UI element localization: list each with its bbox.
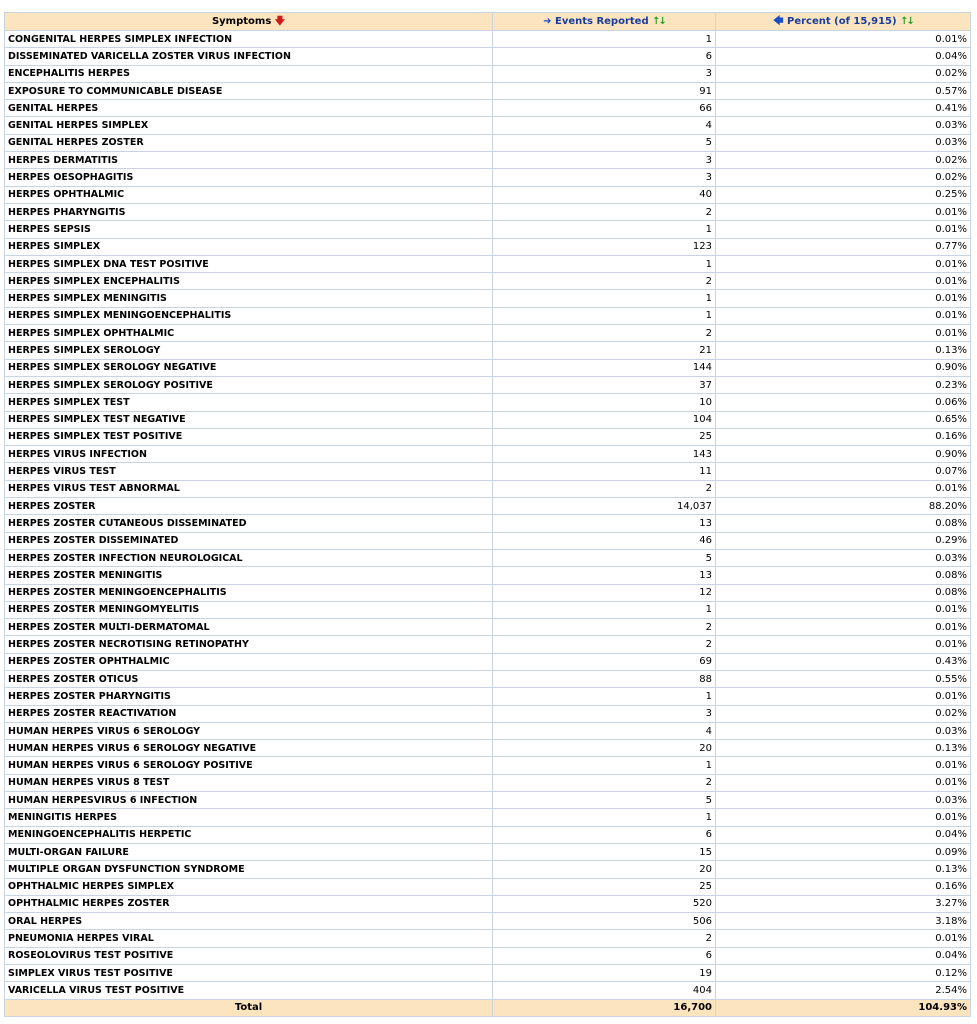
events-reported-value: 506	[493, 913, 716, 930]
events-reported-value: 20	[493, 740, 716, 757]
percent-value: 0.02%	[716, 169, 971, 186]
table-row	[5, 152, 971, 169]
symptom-name: HERPES ZOSTER INFECTION NEUROLOGICAL	[5, 549, 493, 566]
table-row	[5, 48, 971, 65]
symptom-name: HERPES SIMPLEX SEROLOGY NEGATIVE	[5, 359, 493, 376]
table-row	[5, 82, 971, 99]
percent-value: 0.01%	[716, 255, 971, 272]
symptom-name: HERPES OESOPHAGITIS	[5, 169, 493, 186]
events-reported-value: 40	[493, 186, 716, 203]
table-row	[5, 982, 971, 999]
events-reported-value: 1	[493, 307, 716, 324]
symptom-name: HERPES SEPSIS	[5, 221, 493, 238]
total-events: 16,700	[493, 999, 716, 1016]
symptoms-table-container	[4, 12, 970, 1017]
symptom-name: HERPES SIMPLEX SEROLOGY	[5, 342, 493, 359]
events-reported-value: 104	[493, 411, 716, 428]
symptom-name: MENINGITIS HERPES	[5, 809, 493, 826]
events-reported-value: 25	[493, 878, 716, 895]
table-row	[5, 342, 971, 359]
percent-value: 0.04%	[716, 48, 971, 65]
table-row	[5, 134, 971, 151]
percent-value: 0.77%	[716, 238, 971, 255]
table-row	[5, 653, 971, 670]
symptom-name: PNEUMONIA HERPES VIRAL	[5, 930, 493, 947]
percent-value: 0.16%	[716, 428, 971, 445]
table-row	[5, 809, 971, 826]
symptom-name: HERPES SIMPLEX OPHTHALMIC	[5, 325, 493, 342]
table-row	[5, 411, 971, 428]
percent-value: 0.03%	[716, 134, 971, 151]
percent-value: 0.13%	[716, 740, 971, 757]
events-reported-value: 404	[493, 982, 716, 999]
table-row	[5, 221, 971, 238]
table-row	[5, 515, 971, 532]
events-reported-value: 91	[493, 82, 716, 99]
symptom-name: HUMAN HERPES VIRUS 8 TEST	[5, 774, 493, 791]
table-row	[5, 722, 971, 739]
symptom-name: SIMPLEX VIRUS TEST POSITIVE	[5, 965, 493, 982]
events-reported-value: 5	[493, 134, 716, 151]
table-row	[5, 567, 971, 584]
events-reported-value: 37	[493, 376, 716, 393]
table-row	[5, 480, 971, 497]
table-row	[5, 636, 971, 653]
symptom-name: HERPES SIMPLEX MENINGOENCEPHALITIS	[5, 307, 493, 324]
table-row	[5, 359, 971, 376]
arrow-right-blue-icon[interactable]: ➜	[543, 16, 552, 27]
arrow-left-blue-icon[interactable]: 🡄	[773, 16, 784, 27]
events-reported-value: 11	[493, 463, 716, 480]
percent-value: 0.08%	[716, 584, 971, 601]
symptom-name: MULTI-ORGAN FAILURE	[5, 843, 493, 860]
table-row	[5, 584, 971, 601]
symptom-name: HERPES ZOSTER MENINGOMYELITIS	[5, 601, 493, 618]
table-row	[5, 913, 971, 930]
events-reported-value: 143	[493, 446, 716, 463]
symptom-name: HERPES SIMPLEX MENINGITIS	[5, 290, 493, 307]
events-reported-value: 13	[493, 567, 716, 584]
percent-value: 0.16%	[716, 878, 971, 895]
percent-value: 0.01%	[716, 307, 971, 324]
events-reported-value: 21	[493, 342, 716, 359]
table-row	[5, 498, 971, 515]
events-reported-value: 10	[493, 394, 716, 411]
symptom-name: HERPES ZOSTER MULTI-DERMATOMAL	[5, 619, 493, 636]
percent-value: 0.09%	[716, 843, 971, 860]
table-total-row	[5, 999, 971, 1016]
events-column-header[interactable]	[493, 13, 716, 31]
table-row	[5, 774, 971, 791]
events-header-label[interactable]: Events Reported	[554, 16, 649, 27]
events-reported-value: 5	[493, 549, 716, 566]
percent-value: 0.90%	[716, 446, 971, 463]
percent-value: 0.08%	[716, 567, 971, 584]
symptom-name: HERPES DERMATITIS	[5, 152, 493, 169]
symptoms-header-label[interactable]: Symptoms	[211, 16, 272, 27]
symptom-name: OPHTHALMIC HERPES SIMPLEX	[5, 878, 493, 895]
events-reported-value: 3	[493, 65, 716, 82]
table-row	[5, 325, 971, 342]
table-row	[5, 705, 971, 722]
events-reported-value: 1	[493, 31, 716, 48]
percent-value: 0.01%	[716, 203, 971, 220]
events-reported-value: 144	[493, 359, 716, 376]
symptom-name: HERPES ZOSTER OPHTHALMIC	[5, 653, 493, 670]
percent-value: 0.03%	[716, 549, 971, 566]
events-reported-value: 66	[493, 100, 716, 117]
symptom-name: HERPES ZOSTER MENINGOENCEPHALITIS	[5, 584, 493, 601]
table-row	[5, 31, 971, 48]
symptom-name: GENITAL HERPES SIMPLEX	[5, 117, 493, 134]
events-reported-value: 2	[493, 273, 716, 290]
symptom-name: HERPES VIRUS INFECTION	[5, 446, 493, 463]
table-row	[5, 549, 971, 566]
symptom-name: VARICELLA VIRUS TEST POSITIVE	[5, 982, 493, 999]
events-reported-value: 2	[493, 636, 716, 653]
percent-value: 0.03%	[716, 117, 971, 134]
percent-value: 0.01%	[716, 31, 971, 48]
percent-value: 0.90%	[716, 359, 971, 376]
symptom-name: ENCEPHALITIS HERPES	[5, 65, 493, 82]
events-reported-value: 1	[493, 221, 716, 238]
events-reported-value: 4	[493, 117, 716, 134]
symptom-name: HERPES SIMPLEX DNA TEST POSITIVE	[5, 255, 493, 272]
percent-value: 0.41%	[716, 100, 971, 117]
table-row	[5, 446, 971, 463]
symptom-name: DISSEMINATED VARICELLA ZOSTER VIRUS INFECTION	[5, 48, 493, 65]
percent-value: 0.13%	[716, 342, 971, 359]
symptom-name: EXPOSURE TO COMMUNICABLE DISEASE	[5, 82, 493, 99]
percent-value: 3.18%	[716, 913, 971, 930]
events-reported-value: 20	[493, 861, 716, 878]
table-row	[5, 843, 971, 860]
percent-value: 0.08%	[716, 515, 971, 532]
symptom-name: HUMAN HERPES VIRUS 6 SEROLOGY	[5, 722, 493, 739]
percent-value: 0.01%	[716, 619, 971, 636]
percent-value: 0.01%	[716, 273, 971, 290]
symptoms-table	[4, 12, 971, 1017]
percent-value: 0.65%	[716, 411, 971, 428]
sort-up-down-green-icon[interactable]: ↑↓	[652, 16, 665, 27]
symptom-name: HERPES SIMPLEX TEST	[5, 394, 493, 411]
symptom-name: GENITAL HERPES	[5, 100, 493, 117]
table-row	[5, 619, 971, 636]
events-reported-value: 15	[493, 843, 716, 860]
table-row	[5, 186, 971, 203]
events-reported-value: 1	[493, 601, 716, 618]
symptom-name: MULTIPLE ORGAN DYSFUNCTION SYNDROME	[5, 861, 493, 878]
percent-value: 0.13%	[716, 861, 971, 878]
percent-value: 0.04%	[716, 826, 971, 843]
events-reported-value: 1	[493, 255, 716, 272]
percent-column-header[interactable]	[716, 13, 971, 31]
table-body	[5, 31, 971, 1000]
table-row	[5, 740, 971, 757]
events-reported-value: 1	[493, 688, 716, 705]
percent-value: 0.43%	[716, 653, 971, 670]
symptom-name: GENITAL HERPES ZOSTER	[5, 134, 493, 151]
events-reported-value: 2	[493, 619, 716, 636]
events-reported-value: 520	[493, 895, 716, 912]
events-reported-value: 69	[493, 653, 716, 670]
events-reported-value: 1	[493, 757, 716, 774]
table-row	[5, 688, 971, 705]
table-row	[5, 930, 971, 947]
table-row	[5, 117, 971, 134]
percent-value: 0.01%	[716, 636, 971, 653]
table-row	[5, 394, 971, 411]
percent-value: 88.20%	[716, 498, 971, 515]
symptom-name: HERPES ZOSTER	[5, 498, 493, 515]
percent-value: 0.01%	[716, 688, 971, 705]
events-reported-value: 1	[493, 290, 716, 307]
percent-header-label[interactable]: Percent (of 15,915)	[787, 16, 897, 27]
table-row	[5, 238, 971, 255]
percent-value: 0.07%	[716, 463, 971, 480]
percent-value: 0.01%	[716, 757, 971, 774]
percent-value: 0.01%	[716, 809, 971, 826]
events-reported-value: 5	[493, 792, 716, 809]
symptom-name: CONGENITAL HERPES SIMPLEX INFECTION	[5, 31, 493, 48]
events-reported-value: 2	[493, 480, 716, 497]
percent-value: 0.03%	[716, 722, 971, 739]
symptom-name: HUMAN HERPESVIRUS 6 INFECTION	[5, 792, 493, 809]
table-row	[5, 895, 971, 912]
table-row	[5, 792, 971, 809]
symptom-name: HUMAN HERPES VIRUS 6 SEROLOGY NEGATIVE	[5, 740, 493, 757]
percent-value: 0.29%	[716, 532, 971, 549]
symptom-name: HERPES ZOSTER REACTIVATION	[5, 705, 493, 722]
percent-value: 0.02%	[716, 65, 971, 82]
percent-value: 3.27%	[716, 895, 971, 912]
symptom-name: HERPES ZOSTER PHARYNGITIS	[5, 688, 493, 705]
events-reported-value: 19	[493, 965, 716, 982]
percent-value: 0.01%	[716, 480, 971, 497]
percent-value: 0.25%	[716, 186, 971, 203]
table-row	[5, 255, 971, 272]
symptom-name: ORAL HERPES	[5, 913, 493, 930]
symptom-name: HERPES SIMPLEX	[5, 238, 493, 255]
symptom-name: HERPES ZOSTER DISSEMINATED	[5, 532, 493, 549]
symptom-name: HERPES ZOSTER MENINGITIS	[5, 567, 493, 584]
table-row	[5, 861, 971, 878]
table-row	[5, 601, 971, 618]
events-reported-value: 2	[493, 930, 716, 947]
events-reported-value: 46	[493, 532, 716, 549]
table-row	[5, 947, 971, 964]
table-row	[5, 878, 971, 895]
table-row	[5, 965, 971, 982]
symptom-name: HERPES SIMPLEX SEROLOGY POSITIVE	[5, 376, 493, 393]
table-row	[5, 376, 971, 393]
symptom-name: OPHTHALMIC HERPES ZOSTER	[5, 895, 493, 912]
total-percent: 104.93%	[716, 999, 971, 1016]
events-reported-value: 14,037	[493, 498, 716, 515]
percent-value: 0.06%	[716, 394, 971, 411]
events-reported-value: 2	[493, 325, 716, 342]
percent-value: 0.01%	[716, 601, 971, 618]
symptom-name: HUMAN HERPES VIRUS 6 SEROLOGY POSITIVE	[5, 757, 493, 774]
percent-value: 0.01%	[716, 221, 971, 238]
symptom-name: ROSEOLOVIRUS TEST POSITIVE	[5, 947, 493, 964]
percent-value: 0.04%	[716, 947, 971, 964]
events-reported-value: 2	[493, 203, 716, 220]
percent-value: 0.23%	[716, 376, 971, 393]
symptom-name: HERPES ZOSTER CUTANEOUS DISSEMINATED	[5, 515, 493, 532]
symptom-name: HERPES PHARYNGITIS	[5, 203, 493, 220]
table-row	[5, 65, 971, 82]
percent-value: 0.01%	[716, 290, 971, 307]
table-row	[5, 670, 971, 687]
table-row	[5, 463, 971, 480]
events-reported-value: 3	[493, 152, 716, 169]
percent-value: 0.02%	[716, 705, 971, 722]
symptom-name: HERPES VIRUS TEST	[5, 463, 493, 480]
events-reported-value: 4	[493, 722, 716, 739]
percent-value: 0.12%	[716, 965, 971, 982]
symptom-name: HERPES SIMPLEX TEST NEGATIVE	[5, 411, 493, 428]
events-reported-value: 2	[493, 774, 716, 791]
symptom-name: MENINGOENCEPHALITIS HERPETIC	[5, 826, 493, 843]
table-header-row	[5, 13, 971, 31]
events-reported-value: 12	[493, 584, 716, 601]
events-reported-value: 3	[493, 169, 716, 186]
percent-value: 0.01%	[716, 930, 971, 947]
events-reported-value: 13	[493, 515, 716, 532]
table-row	[5, 428, 971, 445]
table-row	[5, 290, 971, 307]
percent-value: 0.01%	[716, 325, 971, 342]
table-row	[5, 757, 971, 774]
table-row	[5, 532, 971, 549]
symptoms-column-header[interactable]	[5, 13, 493, 31]
symptom-name: HERPES SIMPLEX TEST POSITIVE	[5, 428, 493, 445]
table-row	[5, 273, 971, 290]
percent-value: 0.02%	[716, 152, 971, 169]
events-reported-value: 1	[493, 809, 716, 826]
symptom-name: HERPES VIRUS TEST ABNORMAL	[5, 480, 493, 497]
events-reported-value: 88	[493, 670, 716, 687]
sort-up-down-green-icon[interactable]: ↑↓	[900, 16, 913, 27]
table-row	[5, 203, 971, 220]
symptom-name: HERPES ZOSTER NECROTISING RETINOPATHY	[5, 636, 493, 653]
percent-value: 0.03%	[716, 792, 971, 809]
table-row	[5, 307, 971, 324]
percent-value: 2.54%	[716, 982, 971, 999]
symptom-name: HERPES SIMPLEX ENCEPHALITIS	[5, 273, 493, 290]
events-reported-value: 6	[493, 48, 716, 65]
percent-value: 0.57%	[716, 82, 971, 99]
events-reported-value: 25	[493, 428, 716, 445]
table-row	[5, 826, 971, 843]
arrow-down-red-icon: 🡇	[274, 16, 286, 27]
symptom-name: HERPES ZOSTER OTICUS	[5, 670, 493, 687]
table-row	[5, 169, 971, 186]
table-row	[5, 100, 971, 117]
events-reported-value: 123	[493, 238, 716, 255]
symptom-name: HERPES OPHTHALMIC	[5, 186, 493, 203]
percent-value: 0.55%	[716, 670, 971, 687]
events-reported-value: 3	[493, 705, 716, 722]
total-label: Total	[5, 999, 493, 1016]
events-reported-value: 6	[493, 826, 716, 843]
events-reported-value: 6	[493, 947, 716, 964]
percent-value: 0.01%	[716, 774, 971, 791]
